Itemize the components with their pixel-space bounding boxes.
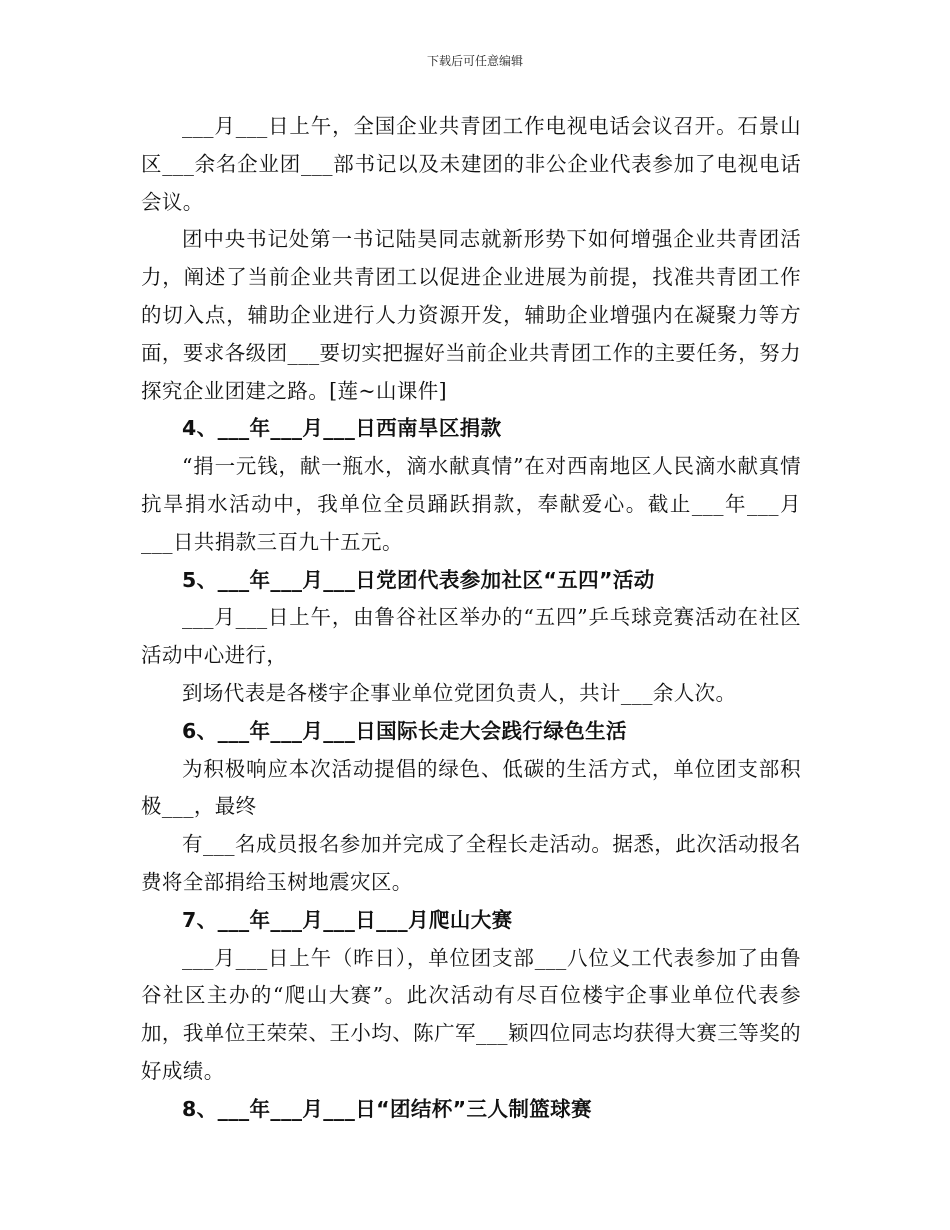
paragraph: ___月___日上午（昨日），单位团支部___八位义工代表参加了由鲁谷社区主办的“爬山大赛”。此次活动有尽百位楼宇企事业单位代表参加，我单位王荣荣、王小均、陈广军___颖四位同志均获得大赛三等奖的好成绩。	[141, 945, 801, 1083]
paragraph: 有___名成员报名参加并完成了全程长走活动。据悉，此次活动报名费将全部捐给玉树地震灾区。	[141, 832, 801, 894]
paragraph: ___月___日上午，由鲁谷社区举办的“五四”乒乓球竞赛活动在社区活动中心进行，	[141, 605, 801, 668]
paragraph: 到场代表是各楼宇企事业单位党团负责人，共计___余人次。	[182, 680, 737, 705]
paragraph: 为积极响应本次活动提倡的绿色、低碳的生活方式，单位团支部积极___，最终	[141, 756, 801, 819]
section-heading: 7、___年___月___日___月爬山大赛	[182, 907, 513, 932]
section-heading: 6、___年___月___日国际长走大会践行绿色生活	[182, 718, 627, 743]
section-heading: 8、___年___月___日“团结杯”三人制篮球赛	[182, 1096, 592, 1121]
paragraph: ___月___日上午，全国企业共青团工作电视电话会议召开。石景山区___余名企业团___部书记以及未建团的非公企业代表参加了电视电话会议。	[141, 114, 801, 214]
page-header: 下载后可任意编辑	[426, 54, 523, 68]
section-heading: 4、___年___月___日西南旱区捐款	[182, 416, 502, 441]
document-body	[141, 108, 801, 1129]
paragraph: “捐一元钱，献一瓶水，滴水献真情”在对西南地区人民滴水献真情抗旱捐水活动中，我单位全员踊跃捐款，奉献爱心。截止___年___月___日共捐款三百九十五元。	[141, 454, 801, 554]
paragraph: 团中央书记处第一书记陆昊同志就新形势下如何增强企业共青团活力，阐述了当前企业共青团工以促进企业进展为前提，找准共青团工作的切入点，辅助企业进行人力资源开发，辅助企业增强内在凝聚力等方面，要求各级团___要切实把握好当前企业共青团工作的主要任务，努力探究企业团建之路。[莲~山课件]	[141, 227, 801, 403]
section-heading: 5、___年___月___日党团代表参加社区“五四”活动	[182, 567, 655, 592]
